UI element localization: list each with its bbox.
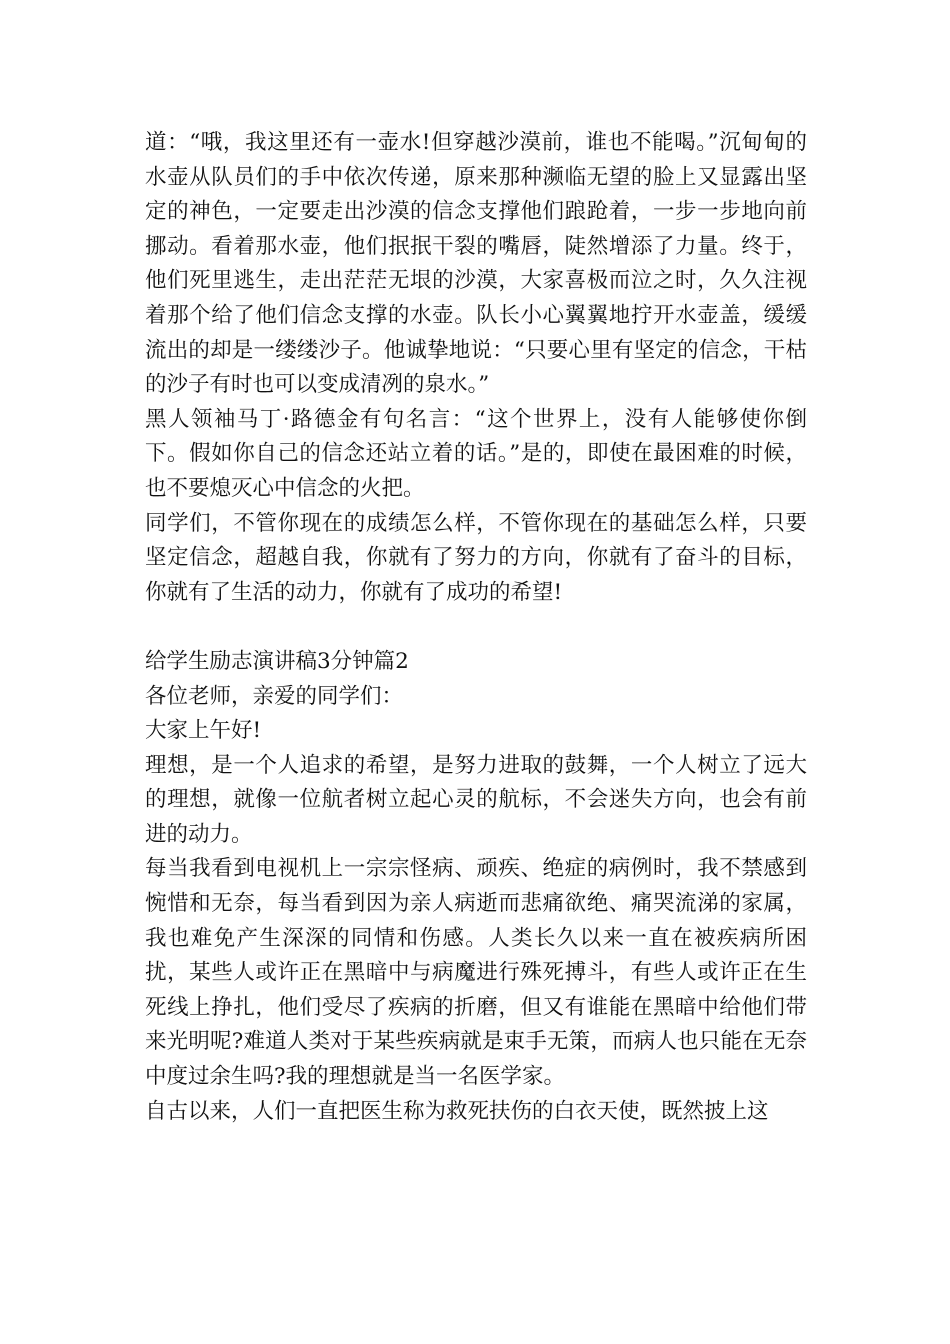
blank-line [145, 610, 807, 645]
paragraph-desert-story: 道：“哦，我这里还有一壶水!但穿越沙漠前，谁也不能喝。”沉甸甸的水壶从队员们的手中依次传递，原来那种濒临无望的脸上又显露出坚定的神色，一定要走出沙漠的信念支撑他们踉跄着，一步一步地向前挪动。看着那水壶，他们抿抿干裂的嘴唇，陡然增添了力量。终于，他们死里逃生，走出茫茫无垠的沙漠，大家喜极而泣之时，久久注视着那个给了他们信念支撑的水壶。队长小心翼翼地拧开水壶盖，缓缓流出的却是一缕缕沙子。他诚挚地说：“只要心里有坚定的信念，干枯的沙子有时也可以变成清冽的泉水。” [145, 130, 807, 398]
document-page [145, 126, 807, 1129]
section-title: 给学生励志演讲稿3分钟篇2 [145, 648, 409, 674]
paragraph-white-angel: 自古以来，人们一直把医生称为救死扶伤的白衣天使，既然披上这 [145, 1098, 769, 1124]
paragraph-encouragement: 同学们，不管你现在的成绩怎么样，不管你现在的基础怎么样，只要坚定信念，超越自我，你就有了努力的方向，你就有了奋斗的目标，你就有了生活的动力，你就有了成功的希望! [145, 510, 807, 605]
paragraph-illness: 每当我看到电视机上一宗宗怪病、顽疾、绝症的病例时，我不禁感到惋惜和无奈，每当看到因为亲人病逝而悲痛欲绝、痛哭流涕的家属，我也难免产生深深的同情和伤感。人类长久以来一直在被疾病所困扰，某些人或许正在黑暗中与病魔进行殊死搏斗，有些人或许正在生死线上挣扎，他们受尽了疾病的折磨，但又有谁能在黑暗中给他们带来光明呢?难道人类对于某些疾病就是束手无策，而病人也只能在无奈中度过余生吗?我的理想就是当一名医学家。 [145, 856, 807, 1090]
paragraph-martin-luther-king-quote: 黑人领袖马丁·路德金有句名言：“这个世界上，没有人能够使你倒下。假如你自己的信念还站立着的话。”是的，即使在最困难的时候，也不要熄灭心中信念的火把。 [145, 406, 807, 501]
paragraph-ideal: 理想，是一个人追求的希望，是努力进取的鼓舞，一个人树立了远大的理想，就像一位航者树立起心灵的航标，不会迷失方向，也会有前进的动力。 [145, 752, 807, 847]
salutation: 大家上午好! [145, 718, 262, 744]
greeting: 各位老师，亲爱的同学们： [145, 683, 404, 709]
